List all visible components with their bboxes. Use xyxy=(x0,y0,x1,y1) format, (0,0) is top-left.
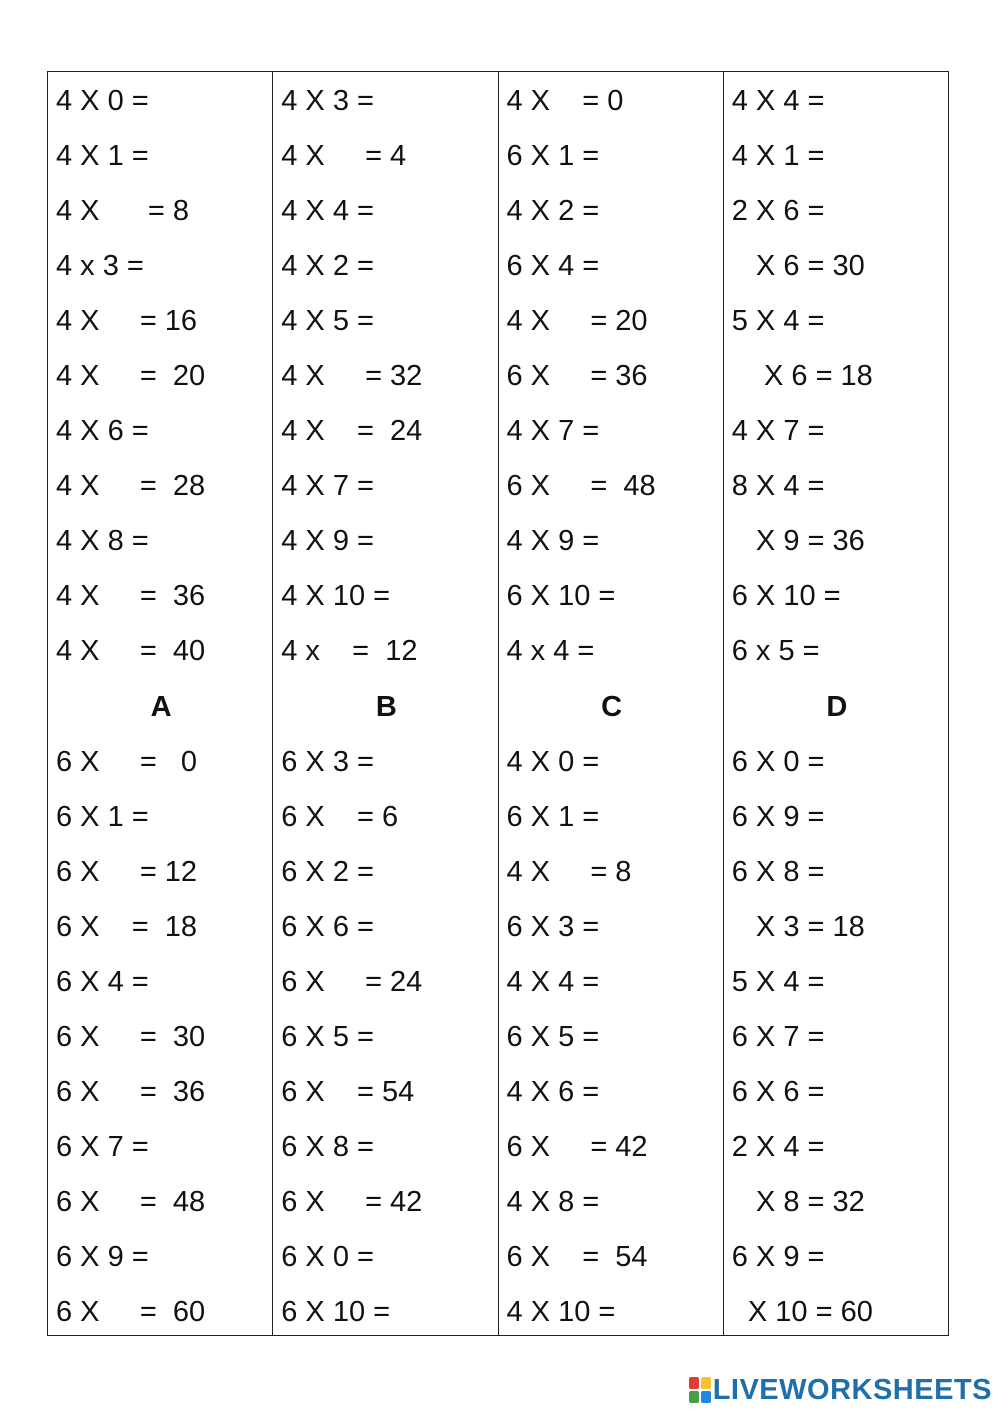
problem-row: 4 X = 28 xyxy=(56,470,206,503)
column-a xyxy=(48,72,273,1335)
column-c xyxy=(499,72,724,1335)
problem-row: 6 X = 24 xyxy=(281,965,423,998)
problem-row: 6 X 4 = xyxy=(506,250,600,283)
problem-row: 6 X 1 = xyxy=(56,800,149,833)
problem-row: 4 X 8 = xyxy=(506,1185,600,1218)
logo-square-red xyxy=(689,1377,699,1389)
problem-row: 6 X 10 = xyxy=(281,1296,391,1329)
problem-row: 6 X = 54 xyxy=(506,1240,648,1273)
problem-row: 6 X 3 = xyxy=(281,745,374,778)
problem-row: 6 X = 60 xyxy=(56,1296,206,1329)
logo-square-blue xyxy=(701,1391,711,1403)
problem-row: 4 X = 20 xyxy=(56,360,206,393)
problem-row: 4 X 10 = xyxy=(506,1296,616,1329)
problem-row: 6 X = 42 xyxy=(506,1130,648,1163)
problem-row: 4 X 1 = xyxy=(731,140,825,173)
problem-row: 4 X 0 = xyxy=(56,85,149,117)
problem-row: 6 X 9 = xyxy=(56,1240,149,1273)
problem-row: 4 X 9 = xyxy=(506,525,600,558)
worksheet-table xyxy=(47,71,949,1336)
problem-row: 4 X 0 = xyxy=(506,745,600,778)
problem-row: 4 X 10 = xyxy=(281,580,391,613)
problem-row: X 9 = 36 xyxy=(731,525,865,558)
problem-row: 5 X 4 = xyxy=(731,305,825,338)
problem-row: 6 X 6 = xyxy=(281,910,374,943)
problem-row: 5 X 4 = xyxy=(731,965,825,998)
problem-row: 6 X 1 = xyxy=(506,140,600,173)
problem-row: 6 X 3 = xyxy=(506,910,600,943)
problem-row: 4 X = 20 xyxy=(506,305,648,338)
problem-row: 4 X = 36 xyxy=(56,580,206,613)
problem-row: 6 X 5 = xyxy=(506,1020,600,1053)
problem-row: 4 X 7 = xyxy=(506,415,600,448)
problem-row: 4 X 4 = xyxy=(731,85,825,117)
column-label: A xyxy=(150,690,172,723)
problem-row: 6 X = 12 xyxy=(56,855,198,888)
column-b xyxy=(273,72,498,1335)
problem-row: 6 X 0 = xyxy=(731,745,825,778)
problem-row: 6 X = 0 xyxy=(56,745,198,778)
problem-row: 6 X 2 = xyxy=(281,855,374,888)
problem-row: 6 X 8 = xyxy=(281,1130,374,1163)
column-label: D xyxy=(826,690,848,723)
logo-square-yellow xyxy=(701,1377,711,1389)
problem-row: 6 X 9 = xyxy=(731,1240,825,1273)
column-label: C xyxy=(601,690,623,723)
problem-row: 6 X = 48 xyxy=(506,470,656,503)
problem-row: 6 X 4 = xyxy=(56,965,149,998)
problem-row: 4 x = 12 xyxy=(281,635,418,668)
problem-row: 4 X 6 = xyxy=(56,415,149,448)
problem-row: 6 X = 30 xyxy=(56,1020,206,1053)
problem-row: X 6 = 18 xyxy=(731,360,873,393)
problem-row: 6 X = 6 xyxy=(281,800,399,833)
problem-row: 4 X 9 = xyxy=(281,525,374,558)
problem-row: 4 X = 0 xyxy=(506,85,624,117)
problem-row: 4 X = 8 xyxy=(506,855,632,888)
problem-row: 4 X = 24 xyxy=(281,415,423,448)
problem-row: 6 X 9 = xyxy=(731,800,825,833)
problem-row: 4 X 4 = xyxy=(281,195,374,228)
column-d xyxy=(724,72,948,1335)
problem-row: 6 X = 36 xyxy=(506,360,648,393)
problem-row: X 8 = 32 xyxy=(731,1185,865,1218)
problem-row: 6 X = 42 xyxy=(281,1185,423,1218)
problem-row: 6 X 6 = xyxy=(731,1075,825,1108)
column-label: B xyxy=(375,690,397,723)
problem-row: 4 X 8 = xyxy=(56,525,149,558)
problem-row: 6 X 0 = xyxy=(281,1240,374,1273)
problem-row: 4 X 2 = xyxy=(506,195,600,228)
problem-row: 4 x 3 = xyxy=(56,250,144,283)
branding[interactable] xyxy=(689,1373,992,1407)
problem-row: 6 X = 36 xyxy=(56,1075,206,1108)
problem-row: 4 x 4 = xyxy=(506,635,595,668)
brand-name: LIVEWORKSHEETS xyxy=(712,1373,992,1406)
problem-row: 4 X = 4 xyxy=(281,140,407,173)
problem-row: X 6 = 30 xyxy=(731,250,865,283)
problem-row: 4 X = 32 xyxy=(281,360,423,393)
problem-row: 6 X 8 = xyxy=(731,855,825,888)
problem-row: 4 X 7 = xyxy=(281,470,374,503)
problem-row: 4 X 2 = xyxy=(281,250,374,283)
problem-row: 4 X = 8 xyxy=(56,195,189,228)
problem-row: 6 X 10 = xyxy=(506,580,616,613)
problem-row: 6 X = 54 xyxy=(281,1075,415,1108)
problem-row: 6 X = 18 xyxy=(56,910,198,943)
problem-row: 4 X 4 = xyxy=(506,965,600,998)
problem-row: 4 X 6 = xyxy=(506,1075,600,1108)
problem-row: 6 X 10 = xyxy=(731,580,841,613)
problem-row: 6 X 7 = xyxy=(56,1130,149,1163)
problem-row: X 10 = 60 xyxy=(731,1296,873,1329)
problem-row: 2 X 4 = xyxy=(731,1130,825,1163)
problem-row: 4 X 3 = xyxy=(281,85,374,117)
problem-row: X 3 = 18 xyxy=(731,910,865,943)
problem-row: 6 X 5 = xyxy=(281,1020,374,1053)
logo-square-green xyxy=(689,1391,699,1403)
problem-row: 6 X 7 = xyxy=(731,1020,825,1053)
problem-row: 6 x 5 = xyxy=(731,635,820,668)
problem-row: 2 X 6 = xyxy=(731,195,825,228)
problem-row: 4 X = 40 xyxy=(56,635,206,668)
problem-row: 4 X = 16 xyxy=(56,305,198,338)
problem-row: 4 X 1 = xyxy=(56,140,149,173)
problem-row: 4 X 7 = xyxy=(731,415,825,448)
problem-row: 6 X = 48 xyxy=(56,1185,206,1218)
problem-row: 6 X 1 = xyxy=(506,800,600,833)
problem-row: 4 X 5 = xyxy=(281,305,374,338)
problem-row: 8 X 4 = xyxy=(731,470,825,503)
liveworksheets-logo-icon xyxy=(689,1377,711,1403)
